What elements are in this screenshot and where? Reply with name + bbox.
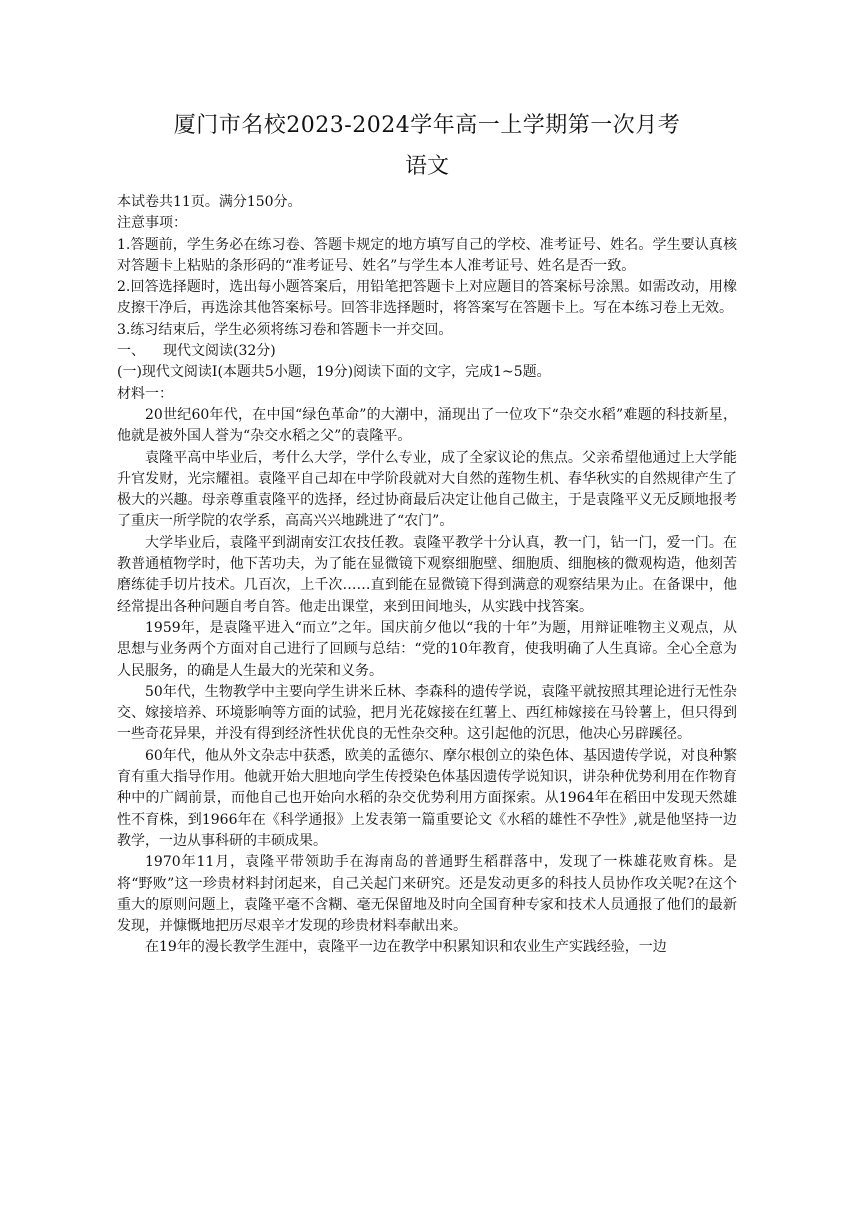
material-paragraph: 1959年，是袁隆平进入“而立”之年。国庆前夕他以“我的十年”为题，用辩证唯物主义观点，从思想与业务两个方面对自己进行了回顾与总结：“党的10年教育，使我明确了人生真谛。全心全意为人民服务，的确是人生最大的光荣和义务。 xyxy=(117,619,737,679)
material-label: 材料一： xyxy=(117,385,173,402)
section-number: 一、 xyxy=(117,343,145,360)
material-paragraph: 大学毕业后，袁隆平到湖南安江农技任教。袁隆平教学十分认真，教一门，钻一门，爱一门。在教普通植物学时，他下苦功夫，为了能在显微镜下观察细胞壁、细胞质、细胞核的微观构造，他刻苦磨练徒手切片技术。几百次，上千次……直到能在显微镜下得到满意的观察结果为止。在备课中，他经常提出各种问题自考自答。他走出课堂，来到田间地头，从实践中找答案。 xyxy=(117,534,737,615)
notice-heading: 注意事项： xyxy=(117,215,187,232)
subsection-instruction: (一)现代文阅读Ⅰ(本题共5小题，19分)阅读下面的文字，完成1~5题。 xyxy=(117,364,551,381)
notice-item: 2.回答选择题时，选出每小题答案后，用铅笔把答题卡上对应题目的答案标号涂黑。如需改动，用橡皮擦干净后，再选涂其他答案标号。回答非选择题时，将答案写在答题卡上。写在本练习卷上无效。 xyxy=(117,279,737,317)
section-title: 现代文阅读(32分) xyxy=(163,343,276,360)
section-heading xyxy=(117,341,737,362)
material-paragraph: 1970年11月，袁隆平带领助手在海南岛的普通野生稻群落中，发现了一株雄花败育株。是将“野败”这一珍贵材料封闭起来，自己关起门来研究。还是发动更多的科技人员协作攻关呢?在这个重大的原则问题上，袁隆平毫不含糊、毫无保留地及时向全国育种专家和技术人员通报了他们的最新发现，并慷慨地把历尽艰辛才发现的珍贵材料奉献出来。 xyxy=(117,854,737,935)
notice-item: 3.练习结束后，学生必须将练习卷和答题卡一并交回。 xyxy=(117,321,453,338)
material-paragraph: 50年代，生物教学中主要向学生讲米丘林、李森科的遗传学说，袁隆平就按照其理论进行无性杂交、嫁接培养、环境影响等方面的试验，把月光花嫁接在红薯上、西红柿嫁接在马铃薯上，但只得到一些奇花异果，并没有得到经济性状优良的无性杂交种。这引起他的沉思，他决心另辟蹊径。 xyxy=(117,683,737,743)
exam-title: 厦门市名校2023-2024学年高一上学期第一次月考 xyxy=(173,113,681,138)
exam-page xyxy=(117,108,737,959)
material-paragraph: 在19年的漫长教学生涯中，袁隆平一边在教学中积累知识和农业生产实践经验，一边 xyxy=(145,939,667,956)
material-paragraph: 袁隆平高中毕业后，考什么大学，学什么专业，成了全家议论的焦点。父亲希望他通过上大学能升官发财，光宗耀祖。袁隆平自己却在中学阶段就对大自然的莲物生机、春华秋实的自然规律产生了极大的兴趣。母亲尊重袁隆平的选择，经过协商最后决定让他自己做主，于是袁隆平义无反顾地报考了重庆一所学院的农学系，高高兴兴地跳进了“农门”。 xyxy=(117,449,737,530)
subject-title: 语文 xyxy=(404,154,449,179)
material-paragraph: 60年代，他从外文杂志中获悉，欧美的孟德尔、摩尔根创立的染色体、基因遗传学说，对良种繁育有重大指导作用。他就开始大胆地向学生传授染色体基因遗传学说知识，讲杂种优势利用在作物育种中的广阔前景，而他自己也开始向水稻的杂交优势利用方面探索。从1964年在稻田中发现天然雄性不育株，到1966年在《科学通报》上发表第一篇重要论文《水稻的雄性不孕性》,就是他坚持一边教学，一边从事科研的丰硕成果。 xyxy=(117,747,737,849)
material-paragraph: 20世纪60年代，在中国“绿色革命”的大潮中，涌现出了一位攻下“杂交水稻”难题的科技新星，他就是被外国人誉为“杂交水稻之父”的袁隆平。 xyxy=(117,406,737,445)
notice-item: 1.答题前，学生务必在练习卷、答题卡规定的地方填写自己的学校、准考证号、姓名。学生要认真核对答题卡上粘贴的条形码的“准考证号、姓名”与学生本人准考证号、姓名是否一致。 xyxy=(117,236,737,274)
exam-summary: 本试卷共11页。满分150分。 xyxy=(117,194,302,210)
